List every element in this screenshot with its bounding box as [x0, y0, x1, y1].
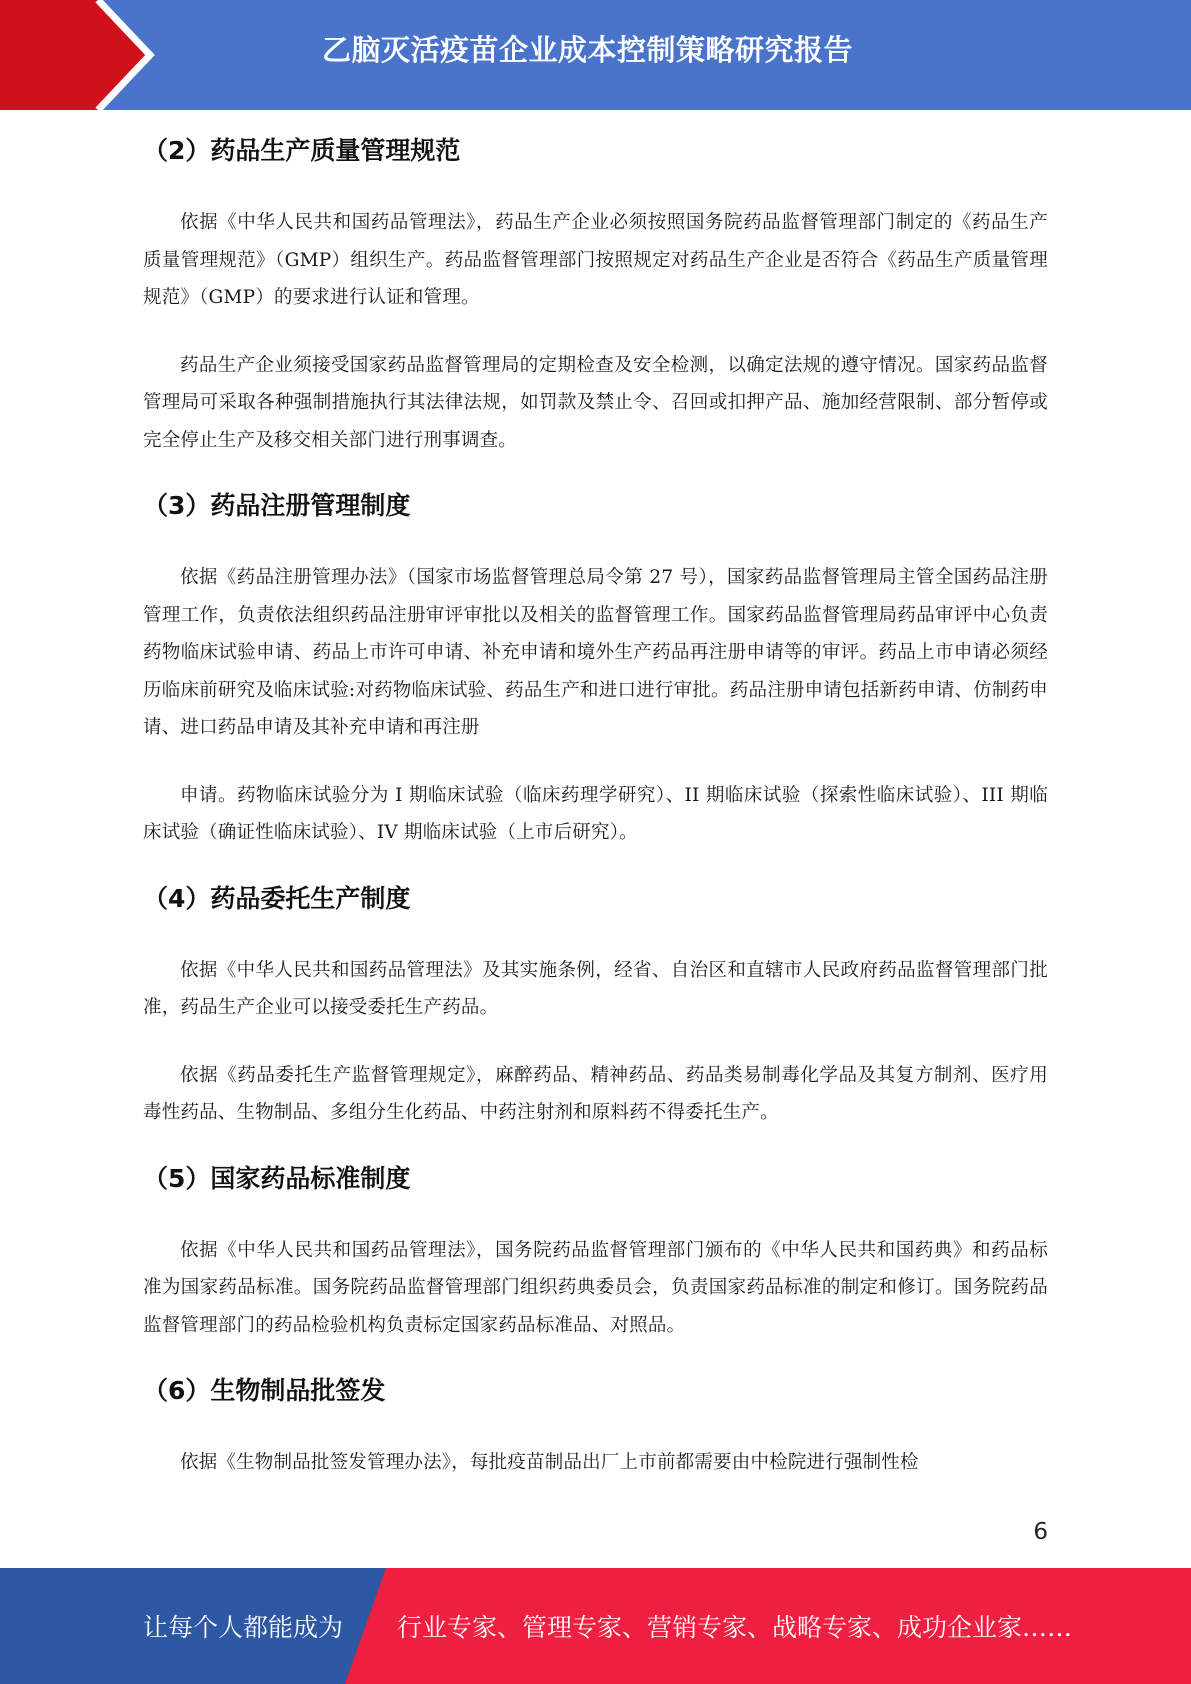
- paragraph: 依据《中华人民共和国药品管理法》，国务院药品监督管理部门颁布的《中华人民共和国药典》和药品标准为国家药品标准。国务院药品监督管理部门组织药典委员会，负责国家药品标准的制定和修订。国务院药品监督管理部门的药品检验机构负责标定国家药品标准品、对照品。: [143, 1239, 1048, 1336]
- paragraph: 依据《药品委托生产监督管理规定》，麻醉药品、精神药品、药品类易制毒化学品及其复方制剂、医疗用毒性药品、生物制品、多组分生化药品、中药注射剂和原料药不得委托生产。: [143, 1064, 1048, 1123]
- section-heading-national-standards: （5）国家药品标准制度: [143, 1163, 411, 1193]
- paragraph: 申请。药物临床试验分为 I 期临床试验（临床药理学研究）、II 期临床试验（探索性临床试验）、III 期临床试验（确证性临床试验）、IV 期临床试验（上市后研究）。: [143, 784, 1048, 843]
- header-banner: [0, 0, 1191, 110]
- section-heading-lot-release: （6）生物制品批签发: [143, 1376, 386, 1405]
- page-number: 6: [1033, 1519, 1048, 1545]
- paragraph: 依据《生物制品批签发管理办法》，每批疫苗制品出厂上市前都需要由中检院进行强制性检: [180, 1452, 919, 1473]
- report-title: 乙脑灭活疫苗企业成本控制策略研究报告: [322, 33, 854, 67]
- section-heading-gmp: （2）药品生产质量管理规范: [143, 136, 461, 165]
- paragraph: 药品生产企业须接受国家药品监督管理局的定期检查及安全检测，以确定法规的遵守情况。国家药品监督管理局可采取各种强制措施执行其法律法规，如罚款及禁止令、召回或扣押产品、施加经营限制、部分暂停或完全停止生产及移交相关部门进行刑事调查。: [143, 354, 1048, 451]
- header-chevron-decoration: [0, 0, 170, 110]
- document-body: [143, 126, 1048, 1482]
- section-heading-registration: （3）药品注册管理制度: [143, 491, 411, 520]
- paragraph: 依据《中华人民共和国药品管理法》，药品生产企业必须按照国务院药品监督管理部门制定的《药品生产质量管理规范》（GMP）组织生产。药品监督管理部门按照规定对药品生产企业是否符合《药品生产质量管理规范》（GMP）的要求进行认证和管理。: [143, 212, 1048, 308]
- paragraph: 依据《中华人民共和国药品管理法》及其实施条例，经省、自治区和直辖市人民政府药品监督管理部门批准，药品生产企业可以接受委托生产药品。: [143, 959, 1048, 1018]
- footer-slogan-left: 让每个人都能成为: [143, 1613, 344, 1642]
- footer-banner: [0, 1568, 1191, 1684]
- section-heading-contract-manufacturing: （4）药品委托生产制度: [143, 883, 411, 913]
- footer-slogan-right: 行业专家、管理专家、营销专家、战略专家、成功企业家……: [397, 1613, 1073, 1642]
- paragraph: 依据《药品注册管理办法》（国家市场监督管理总局令第 27 号），国家药品监督管理局主管全国药品注册管理工作，负责依法组织药品注册审评审批以及相关的监督管理工作。国家药品监督管理局药品审评中心负责药物临床试验申请、药品上市许可申请、补充申请和境外生产药品再注册申请等的审评。药品上市申请必须经历临床前研究及临床试验:对药物临床试验、药品生产和进口进行审批。药品注册申请包括新药申请、仿制药申请、进口药品申请及其补充申请和再注册: [143, 567, 1048, 738]
